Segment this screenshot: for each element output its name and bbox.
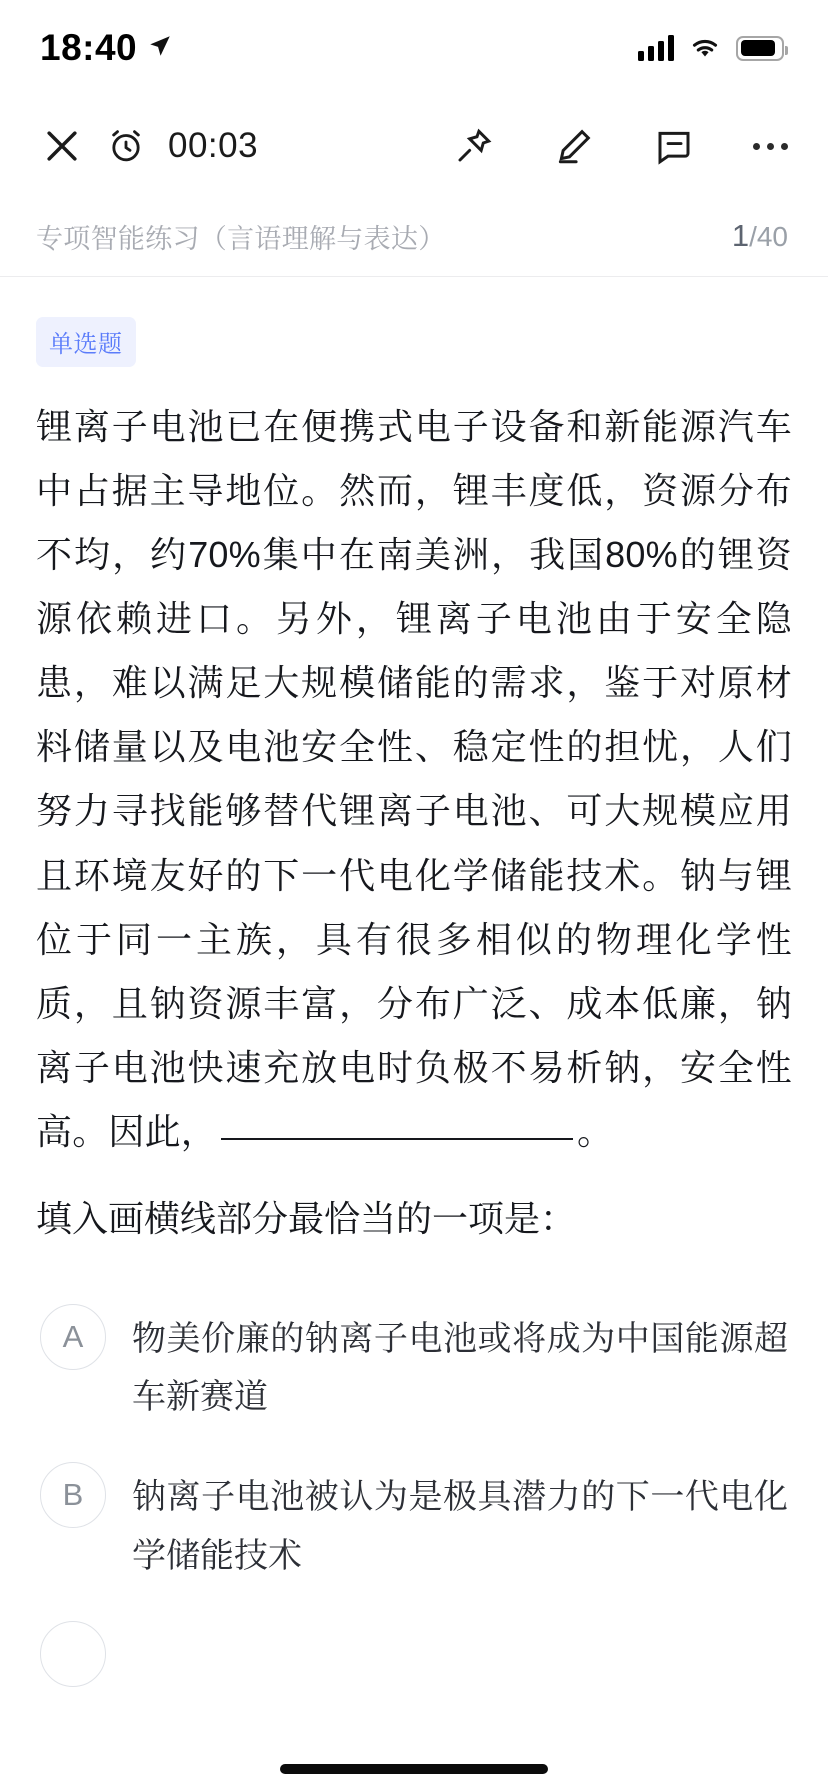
- toolbar-right: [453, 125, 788, 167]
- stem-text-part1: 锂离子电池已在便携式电子设备和新能源汽车中占据主导地位。然而，锂丰度低，资源分布不均，约70%集中在南美洲，我国80%的锂资源依赖进口。另外，锂离子电池由于安全隐患，难以满足大规模储能的需求，鉴于对原材料储量以及电池安全性、稳定性的担忧，人们努力寻找能够替代锂离子电池、可大规模应用且环境友好的下一代电化学储能技术。钠与锂位于同一主族，具有很多相似的物理化学性质，且钠资源丰富，分布广泛、成本低廉，钠离子电池快速充放电时负极不易析钠，安全性高。因此，: [36, 406, 792, 1152]
- status-time: 18:40: [40, 27, 138, 68]
- option-key: [40, 1621, 106, 1687]
- question-type-badge: 单选题: [36, 317, 136, 367]
- home-indicator: [280, 1764, 548, 1774]
- option-c-partial[interactable]: [36, 1605, 792, 1707]
- wifi-icon: [688, 33, 722, 64]
- toolbar-left: [40, 124, 258, 168]
- option-a[interactable]: [36, 1288, 792, 1447]
- pager-total: /40: [749, 221, 788, 252]
- option-key: A: [40, 1304, 106, 1370]
- more-icon[interactable]: [753, 126, 788, 166]
- option-text: 钠离子电池被认为是极具潜力的下一代电化学储能技术: [132, 1478, 788, 1575]
- option-text: 物美价廉的钠离子电池或将成为中国能源超车新赛道: [132, 1319, 788, 1416]
- exercise-header: [0, 196, 828, 276]
- exercise-title: 专项智能练习（言语理解与表达）: [36, 223, 446, 254]
- question-content: [0, 277, 828, 1792]
- pin-icon[interactable]: [453, 125, 495, 167]
- pager-current: 1: [731, 218, 750, 253]
- status-bar-left: [40, 27, 173, 69]
- option-key: B: [40, 1462, 106, 1528]
- blank-underline: [221, 1138, 573, 1140]
- cellular-signal-icon: [638, 35, 674, 61]
- question-pager: [732, 218, 788, 254]
- note-icon[interactable]: [653, 125, 695, 167]
- location-arrow-icon: [147, 33, 173, 64]
- question-toolbar: [0, 96, 828, 196]
- status-bar: [0, 0, 828, 96]
- timer-value: 00:03: [168, 126, 259, 165]
- close-icon[interactable]: [40, 124, 84, 168]
- stem-text-part2: 。: [577, 1110, 614, 1152]
- battery-icon: [736, 36, 784, 61]
- option-b[interactable]: [36, 1446, 792, 1605]
- question-prompt: 填入画横线部分最恰当的一项是：: [36, 1197, 577, 1239]
- options-list: [36, 1288, 792, 1708]
- alarm-clock-icon[interactable]: [106, 126, 146, 166]
- pen-icon[interactable]: [553, 125, 595, 167]
- status-bar-right: [638, 33, 784, 64]
- question-stem: [36, 395, 792, 1164]
